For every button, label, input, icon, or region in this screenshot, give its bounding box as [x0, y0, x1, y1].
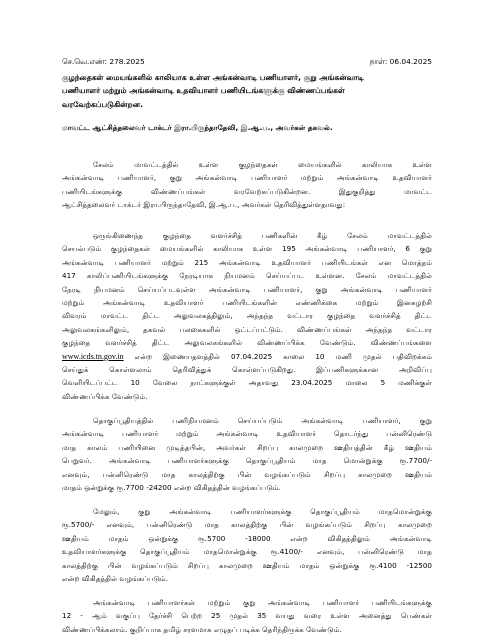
- paragraph-line: 417 காலிப்பணியிடங்களுக்கு நேரடியாக நியமனம் செய்யப்பட உள்ளன. சேலம் மாவட்டத்தில்: [62, 271, 432, 281]
- paragraph-1: [62, 158, 432, 212]
- paragraph-2: [62, 229, 432, 403]
- paragraph-line: மேலும், குறு அங்கன்வாடி பணியாளர்களுக்கு தொகுப்பூதியம் மாதமொன்றுக்கு: [93, 507, 432, 516]
- paragraph-line-text: என்ற இணையதளத்தில் 07.04.2025 காலை 10 மணி முதல் பதிவிறக்கம்: [134, 351, 432, 361]
- paragraph-line: 12 - ஆம் வகுப்பு தேர்ச்சி பெற்ற 25 முதல் 35 வயது வரை உள்ள அனைத்து பெண்கள்: [62, 611, 432, 621]
- paragraph-line: அங்கன்வாடி பணியாளர்கள் மற்றும் குறு அங்கன்வாடி பணியாளர் பணியிடங்களுக்கு: [93, 598, 432, 607]
- paragraph-line: குழந்தை வளர்ச்சித் திட்ட அலுவலகங்களில் விண்ணப்பிக்க வேண்டும். விண்ணப்பங்களை: [62, 338, 432, 348]
- paragraph-line: அலுவலகங்களிலும், தகவல் பலகைகளில் ஒட்டப்பட்டும். விண்ணப்பங்கள் அந்தந்த வட்டார: [62, 324, 432, 334]
- paragraph-line: ஊதியம் மாதம் ஒன்றுக்கு ரூ.5700 -18000 என்ற விகிதத்திலும் அங்கன்வாடி: [62, 533, 432, 543]
- paragraph-line: விண்ணப்பிக்கலாம். குறிப்பாக தமிழ் சரளமாக எழுதப் படிக்க தெரிந்திருக்க வேண்டும்.: [62, 624, 342, 634]
- paragraph-line: நேரடி நியமனம் செய்யப்படவுள்ள அங்கன்வாடி பணியாளர், குறு அங்கன்வாடி பணியாளர்: [62, 284, 432, 294]
- paragraph-4: [62, 505, 432, 585]
- subtitle-line: மாவட்ட ஆட்சித்தலைவர் டாக்டர் இரா.பிருந்தாதேவி, இ.ஆ.ப., அவர்கள் தகவல்.: [62, 123, 333, 132]
- paragraph-5: [62, 596, 432, 636]
- paragraph-line: செய்துக் கொள்ளலாம் தெரிவித்துக் கொள்ளப்படுகிறது. இப்பணிகளுக்கான அறிவிப்பு: [62, 364, 432, 374]
- paragraph-line: பெறுவர். அங்கன்வாடி பணியாளர்களுக்கு தொகுப்பூதியம் மாத மொன்றுக்கு ரூ.7700/-: [62, 456, 432, 466]
- headline-line: குழந்தைகள் மையங்களில் காலியாக உள்ள அங்கன்வாடி பணியாளர், குறு அங்கன்வாடி: [62, 73, 364, 82]
- paragraph-line: செயல்படும் குழந்தைகள் மையங்களில் காலியாக உள்ள 195 அங்கன்வாடி பணியாளர், 6 குறு: [62, 244, 432, 254]
- reference-number: செ.வெ.எண்: 278.2025: [62, 57, 145, 66]
- paragraph-line: ஆட்சித்தலைவர் டாக்டர் இரா.பிருந்தாதேவி, இ.ஆ.ப., அவர்கள் தெரிவித்துள்ளதாவது:: [62, 200, 346, 210]
- paragraph-line: வெளியிடப்பட்ட 10 வேலை நாட்களுக்குள் அதாவது 23.04.2025 மாலை 5 மணிக்குள்: [62, 378, 432, 388]
- paragraph-line: மாதம் ஒன்றுக்கு ரூ.7700 -24200 என்ற விகிதத்தின் வழங்கப்படும்.: [62, 482, 281, 492]
- paragraph-line: பணியிடங்களுக்கு விண்ணப்பங்கள் வரவேற்கப்படுகின்றன. இதுகுறித்து மாவட்ட: [62, 186, 432, 196]
- paragraph-line: மாத காலம் பணியினை முடித்தபின், அவர்கள் சிறப்பு காலமுறை ஊதியத்தின் கீழ் ஊதியம்: [62, 442, 432, 452]
- paragraph-3: [62, 414, 432, 494]
- paragraph-line: காலத்திற்கு பின் வழங்கப்படும் சிறப்பு காலமுறை ஊதியம் மாதம் ஒன்றுக்கு ரூ.4100 -12500: [62, 560, 432, 570]
- paragraph-line: விவரம் மாவட்ட திட்ட அலுவலகத்திலும், அந்தந்த வட்டார குழந்தை வளர்ச்சித் திட்ட: [62, 311, 432, 321]
- website-link[interactable]: www.icds.tn.gov.in: [62, 351, 124, 361]
- headline-line: வரவேற்கப்படுகின்றன.: [62, 99, 143, 109]
- subtitle: [62, 121, 432, 134]
- paragraph-line: ஒருங்கிணைந்த குழந்தை வளர்ச்சித் பணிகளின் கீழ் சேலம் மாவட்டத்தில்: [93, 231, 432, 240]
- paragraph-line: தொகுப்பூதியத்தில் பணிநியமனம் செய்யப்படும் அங்கன்வாடி பணியாளர், குறு: [93, 416, 432, 425]
- paragraph-line: ரூ.5700/- எனவும், பன்னிரெண்டு மாத காலத்திற்கு பின் வழங்கப்படும் சிறப்பு காலமுறை: [62, 520, 432, 530]
- paragraph-line: உதவியாளர்களுக்கு தொகுப்பூதியம் மாதமொன்றுக்கு ரூ.4100/- எனவும், பன்னிரெண்டு மாத: [62, 547, 432, 557]
- paragraph-line: அங்கன்வாடி பணியாளர் மற்றும் 215 அங்கன்வாடி உதவியாளர் பணியிடங்கள் என மொத்தம்: [62, 257, 432, 267]
- paragraph-line: சேலம் மாவட்டத்தில் உள்ள குழந்தைகள் மையங்களில் காலியாக உள்ள: [93, 160, 432, 169]
- paragraph-line: விண்ணப்பிக்க வேண்டும்.: [62, 391, 148, 401]
- headline-line: பணியாளர் மற்றும் அங்கன்வாடி உதவியாளர் பணியிடங்களுக்கு விண்ணப்பங்கள்: [62, 86, 345, 96]
- paragraph-line: மற்றும் அங்கன்வாடி உதவியாளர் பணியிடங்களின் எண்ணிக்கை மற்றும் இனசுழற்சி: [62, 297, 432, 307]
- header-row: [62, 55, 432, 69]
- paragraph-line: [62, 350, 432, 363]
- paragraph-line: அங்கன்வாடி பணியாளர் மற்றும் அங்கன்வாடி உதவியாளர் தொடர்ந்து பன்னிரெண்டு: [62, 429, 432, 439]
- headline: [62, 71, 432, 111]
- release-date: நாள்: 06.04.2025: [369, 57, 432, 66]
- paragraph-line: அங்கன்வாடி பணியாளர், குறு அங்கன்வாடி பணியாளர் மற்றும் அங்கன்வாடி உதவியாளர்: [62, 173, 432, 183]
- paragraph-line: எனவும், பன்னிரெண்டு மாத காலத்திற்கு பின் வழங்கப்படும் சிறப்பு காலமுறை ஊதியம்: [62, 469, 432, 479]
- paragraph-line: என்ற விகிதத்தில் வழங்கப்படும்.: [62, 573, 169, 583]
